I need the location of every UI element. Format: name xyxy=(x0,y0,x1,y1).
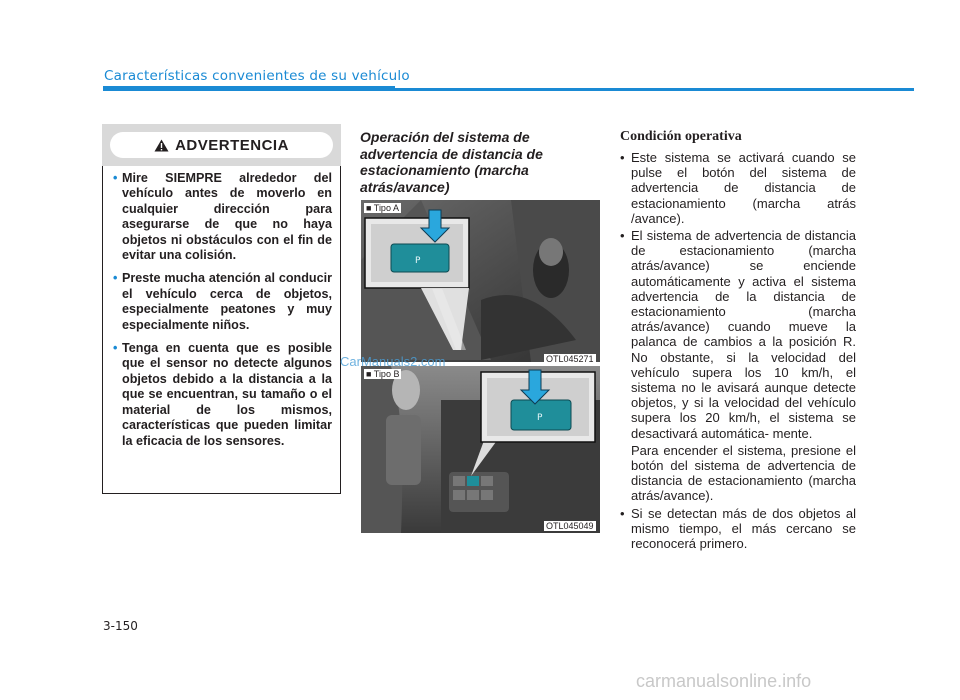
bullet-icon: • xyxy=(620,505,625,521)
bullet-icon: • xyxy=(113,341,118,356)
bullet-icon: • xyxy=(113,171,118,185)
site-watermark: carmanualsonline.info xyxy=(636,671,812,691)
condition-item: • Si se detectan más de dos objetos al mismo tiempo, el más cercano se reconocerá primero. xyxy=(620,505,856,552)
section-header-title: Características convenientes de su vehículo xyxy=(104,68,410,84)
condition-list xyxy=(620,150,856,553)
warning-list xyxy=(113,171,332,457)
bullet-icon: • xyxy=(620,228,625,244)
figure-type-b-code: OTL045049 xyxy=(546,521,594,531)
section-title: Operación del sistema de advertencia de distancia de estacionamiento (marcha atrás/avance) xyxy=(360,129,543,195)
bullet-icon: • xyxy=(113,271,118,286)
condition-item: • Este sistema se activará cuando se pulse el botón del sistema de advertencia de distancia de estacionamiento (marcha atrás /avance). xyxy=(620,150,856,226)
svg-text:P: P xyxy=(537,413,543,423)
figure-type-a-label: ■ Tipo A xyxy=(366,203,399,213)
warning-item: • Mire SIEMPRE alrededor del vehículo antes de moverlo en cualquier dirección para asegurarse de que no haya objetos ni obstáculos con el fin de evitar una colisión. xyxy=(113,171,332,263)
warning-item: • Preste mucha atención al conducir el vehículo cerca de objetos, especialmente peatones y muy especialmente niños. xyxy=(113,271,332,332)
figure-type-b-label: ■ Tipo B xyxy=(366,369,400,379)
watermark-text: CarManuals2.com xyxy=(340,354,446,369)
condition-title: Condición operativa xyxy=(620,129,742,144)
warning-title: ADVERTENCIA xyxy=(175,136,289,154)
page-number: 3-150 xyxy=(103,619,138,633)
header-rule xyxy=(103,88,914,91)
condition-note: Para encender el sistema, presione el botón del sistema de advertencia de distancia de estacionamiento (marcha atrás/avance). xyxy=(631,442,856,504)
bullet-icon: • xyxy=(620,150,625,165)
warning-triangle-icon xyxy=(154,139,169,152)
condition-item: • El sistema de advertencia de distancia de estacionamiento (marcha atrás/avance) se enciende automáticamente y activa el sistema advertencia de la distancia de estacionamiento (marcha atrás/avance) cuando mueve la palanca de cambios a la posición R. No obstante, si la velocidad del vehículo supera los 10 km/h, el sistema no le avisará aunque detecte objetos, y si la velocidad del vehículo supera los 20 km/h, el sistema se desactivará automática- mente. Para encender el sistema, presione el botón del sistema de advertencia de distancia de estacionamiento (marcha atrás/avance). xyxy=(620,228,856,504)
figure-type-a-code: OTL045271 xyxy=(546,354,594,364)
warning-item: • Tenga en cuenta que es posible que el sensor no detecte algunos objetos debido a la distancia a la que se encuentran, su tamaño o el material de los mismos, características que pueden limitar la eficacia de los sensores. xyxy=(113,341,332,448)
svg-text:P: P xyxy=(415,256,421,266)
warning-header xyxy=(102,124,341,166)
warning-box xyxy=(102,124,341,494)
